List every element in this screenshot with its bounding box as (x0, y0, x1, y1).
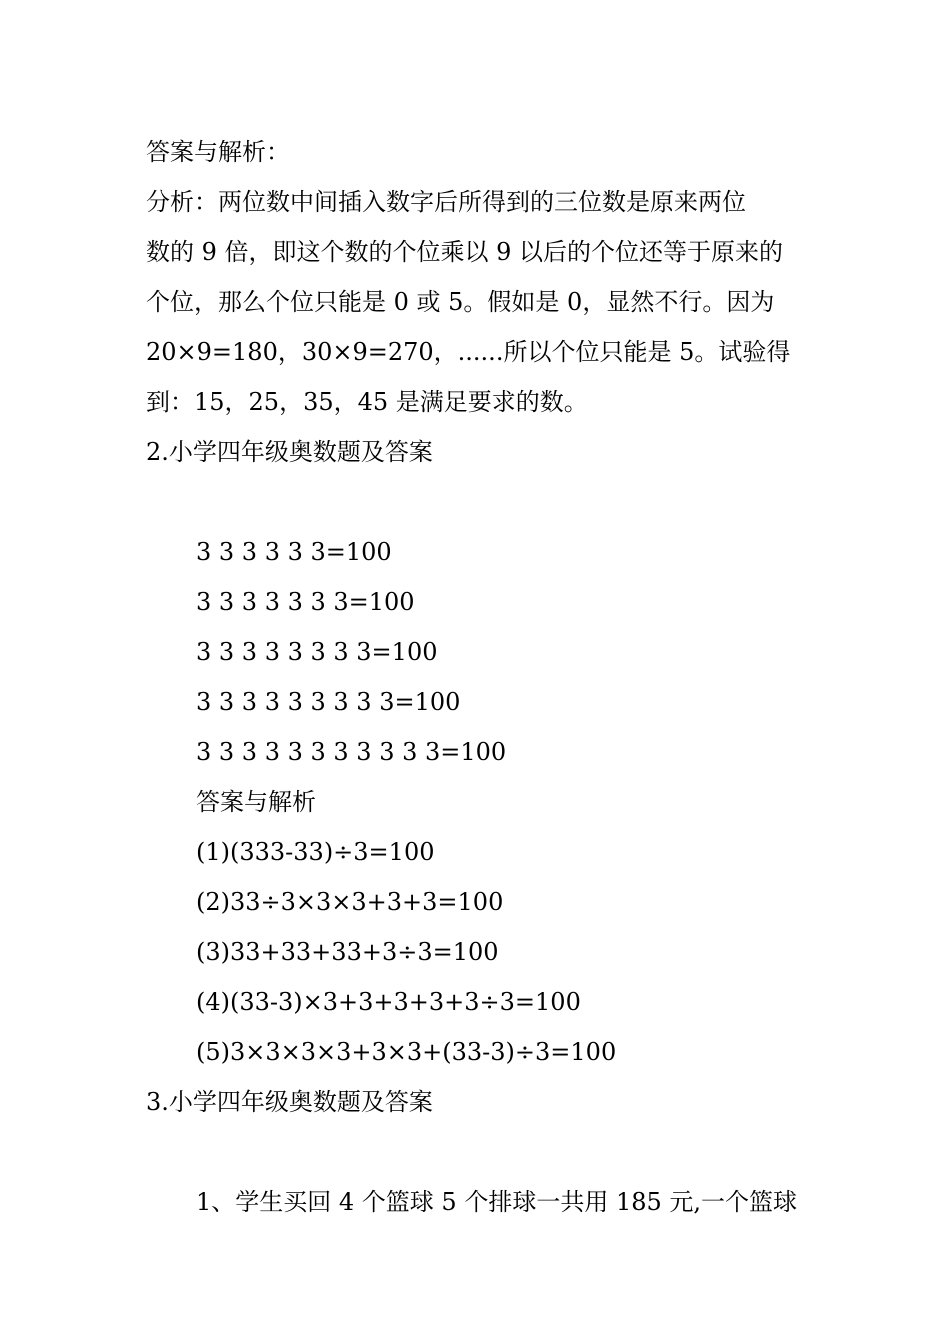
answer-4: (4)(33-3)×3+3+3+3+3÷3=100 (196, 988, 581, 1016)
document-page (146, 127, 816, 1227)
blank-spacer (146, 477, 816, 527)
equation-1: 3 3 3 3 3 3=100 (196, 538, 392, 566)
analysis-line-1: 分析：两位数中间插入数字后所得到的三位数是原来两位 (146, 188, 746, 216)
equation-2: 3 3 3 3 3 3 3=100 (196, 588, 415, 616)
answer-5: (5)3×3×3×3+3×3+(33-3)÷3=100 (196, 1038, 617, 1066)
equation-3: 3 3 3 3 3 3 3 3=100 (196, 638, 438, 666)
analysis-line-3: 个位，那么个位只能是 0 或 5。假如是 0，显然不行。因为 (146, 288, 775, 316)
equation-4: 3 3 3 3 3 3 3 3 3=100 (196, 688, 461, 716)
section-2-title: 2.小学四年级奥数题及答案 (146, 438, 433, 466)
equation-5: 3 3 3 3 3 3 3 3 3 3 3=100 (196, 738, 507, 766)
analysis-line-4: 20×9=180，30×9=270，......所以个位只能是 5。试验得 (146, 338, 791, 366)
problem-1-text: 1、学生买回 4 个篮球 5 个排球一共用 185 元,一个篮球 (196, 1188, 798, 1216)
answer-3: (3)33+33+33+3÷3=100 (196, 938, 499, 966)
answer-1: (1)(333-33)÷3=100 (196, 838, 435, 866)
answer-heading-2: 答案与解析 (196, 788, 316, 816)
answer-2: (2)33÷3×3×3+3+3=100 (196, 888, 504, 916)
analysis-line-5: 到：15，25，35，45 是满足要求的数。 (146, 388, 588, 416)
blank-spacer-2 (146, 1127, 816, 1177)
section-3-title: 3.小学四年级奥数题及答案 (146, 1088, 433, 1116)
analysis-line-2: 数的 9 倍，即这个数的个位乘以 9 以后的个位还等于原来的 (146, 238, 784, 266)
answer-heading: 答案与解析： (146, 138, 290, 166)
